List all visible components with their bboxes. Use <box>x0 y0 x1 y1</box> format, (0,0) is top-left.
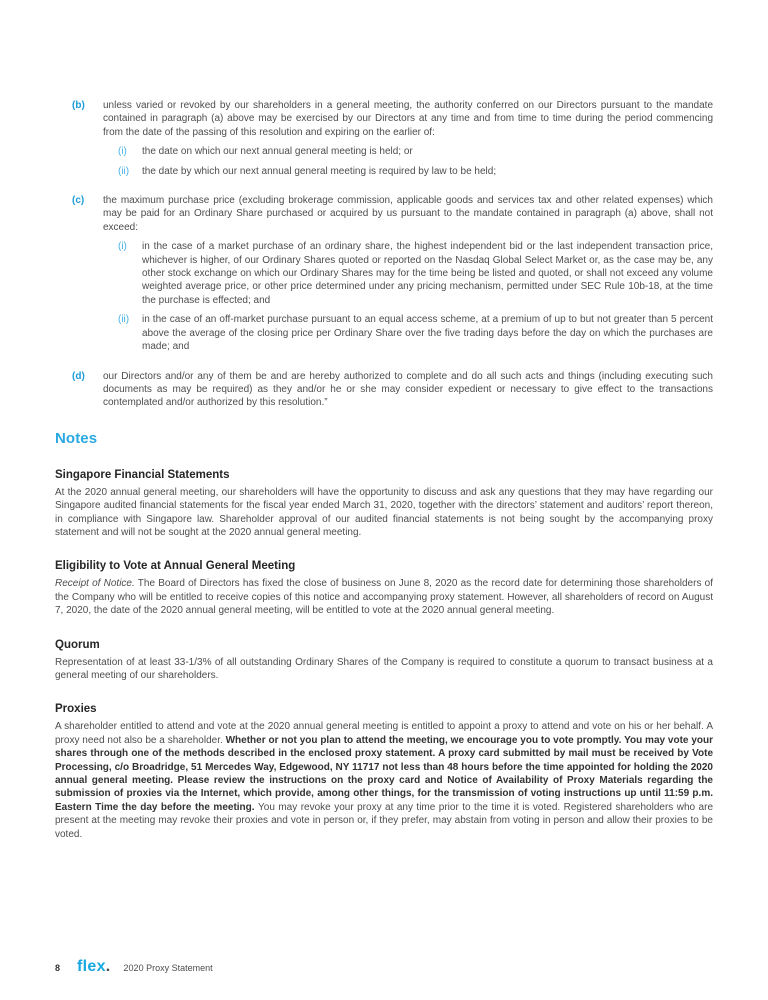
singapore-financial-statements-heading: Singapore Financial Statements <box>55 468 230 481</box>
eligibility-body-text: The Board of Directors has fixed the close of business on June 8, 2020 as the record date for determining those shareholders of the Company who will be entitled to receive copies of this notice and accompanying proxy statement. However, all shareholders of record on August 7, 2020, the date of the 2020 annual general meeting, will be entitled to vote at the 2020 annual general meeting. <box>55 578 713 617</box>
proxies-paragraph <box>55 720 713 841</box>
eligibility-to-vote-paragraph <box>55 577 713 617</box>
list-subitem-b-i-label: (i) <box>118 146 127 158</box>
page-footer <box>55 958 713 976</box>
proxies-body-bold: Whether or not you plan to attend the meeting, we encourage you to vote promptly. You may vote your shares through one of the methods described in the enclosed proxy statement. A proxy card submitted by mail must be received by Vote Processing, c/o Broadridge, 51 Mercedes Way, Edgewood, NY 11717 not less than 48 hours before the time appointed for holding the 2020 annual general meeting. Please review the instructions on the proxy card and Notice of Availability of Proxy Materials regarding the submission of proxies via the Internet, which provide, among other things, for the transmission of voting instructions up until 11:59 p.m. Eastern Time the day before the meeting. <box>55 734 713 813</box>
list-item-c <box>55 194 713 234</box>
proxies-heading: Proxies <box>55 703 97 716</box>
flex-logo <box>77 958 111 976</box>
list-subitem-c-ii-text: in the case of an off-market purchase pursuant to an equal access scheme, at a premium of up to but not greater than 5 percent above the average of the closing price per Ordinary Share over the five trading days before the day on which the purchases are made; and <box>142 314 713 353</box>
list-subitem-b-ii-label: (ii) <box>118 165 130 177</box>
list-item-d-label: (d) <box>72 370 85 382</box>
proxies-body-end: You may revoke your proxy at any time prior to the time it is voted. Registered shareholders who are present at the meeting may revoke their proxies and vote in person or, if they prefer, may abstain from voting in person and allow their proxies to be voted. <box>55 801 714 840</box>
footer-document-title: 2020 Proxy Statement <box>123 963 213 973</box>
list-subitem-b-ii <box>103 165 713 178</box>
list-item-c-label: (c) <box>72 195 85 207</box>
receipt-of-notice-lead: Receipt of Notice. <box>55 578 135 590</box>
quorum-heading: Quorum <box>55 638 100 651</box>
flex-logo-text: flex <box>77 958 106 975</box>
flex-logo-dot: . <box>105 958 111 975</box>
list-item-d <box>55 370 713 410</box>
singapore-financial-statements-paragraph: At the 2020 annual general meeting, our shareholders will have the opportunity to discuss and ask any questions that they may have regarding our Singapore audited financial statements for the fiscal year ended March 31, 2020, together with the directors’ statement and auditors’ report thereon, in compliance with Singapore law. Shareholder approval of our audited financial statements is not being sought by the accompanying proxy statement and will not be sought at the 2020 annual general meeting. <box>55 486 713 538</box>
eligibility-to-vote-heading: Eligibility to Vote at Annual General Meeting <box>55 560 296 573</box>
list-subitem-c-i-text: in the case of a market purchase of an ordinary share, the highest independent bid or the last independent transaction price, whichever is higher, of our Ordinary Shares quoted or reported on the Nasdaq Global Select Market or, as the case may be, any other stock exchange on which our Ordinary Shares may for the time being be listed and quoted, or shall not exceed any volume weighted average price, or other price determined under any pricing mechanism, permitted under SEC Rule 10b-18, at the time the purchase is effected; and <box>142 241 713 306</box>
list-item-d-text: our Directors and/or any of them be and are hereby authorized to complete and do all such acts and things (including executing such documents as may be required) as they and/or he or she may consider expedient or necessary to give effect to the transactions contemplated and/or authorized by this resolution.” <box>103 370 713 409</box>
list-subitem-b-ii-text: the date by which our next annual general meeting is required by law to be held; <box>142 165 497 177</box>
list-subitem-b-i-text: the date on which our next annual general meeting is held; or <box>142 146 413 158</box>
quorum-paragraph: Representation of at least 33-1/3% of all outstanding Ordinary Shares of the Company is required to constitute a quorum to transact business at a general meeting of our shareholders. <box>55 656 713 681</box>
list-item-b <box>55 99 713 139</box>
list-subitem-c-i <box>103 240 713 307</box>
proxies-body-start: A shareholder entitled to attend and vote at the 2020 annual general meeting is entitled to appoint a proxy to attend and vote on his or her behalf. A proxy need not also be a shareholder. <box>55 721 713 746</box>
list-subitem-b-i <box>103 145 713 158</box>
notes-heading: Notes <box>55 429 98 447</box>
page-content <box>55 99 713 841</box>
list-item-c-text: the maximum purchase price (excluding brokerage commission, applicable goods and services tax and other related expenses) which may be paid for an Ordinary Share purchased or acquired by us pursuant to the mandate contained in paragraph (a) above, shall not exceed: <box>103 195 713 233</box>
list-item-b-text: unless varied or revoked by our shareholders in a general meeting, the authority conferred on our Directors pursuant to the mandate contained in paragraph (a) above may be exercised by our Directors at any time and from time to time during the period commencing from the date of the passing of this resolution and expiring on the earlier of: <box>103 100 713 138</box>
page-number: 8 <box>55 963 61 973</box>
list-item-b-label: (b) <box>72 100 85 111</box>
list-subitem-c-ii <box>103 313 713 353</box>
list-subitem-c-ii-label: (ii) <box>118 314 130 326</box>
list-subitem-c-i-label: (i) <box>118 241 127 253</box>
